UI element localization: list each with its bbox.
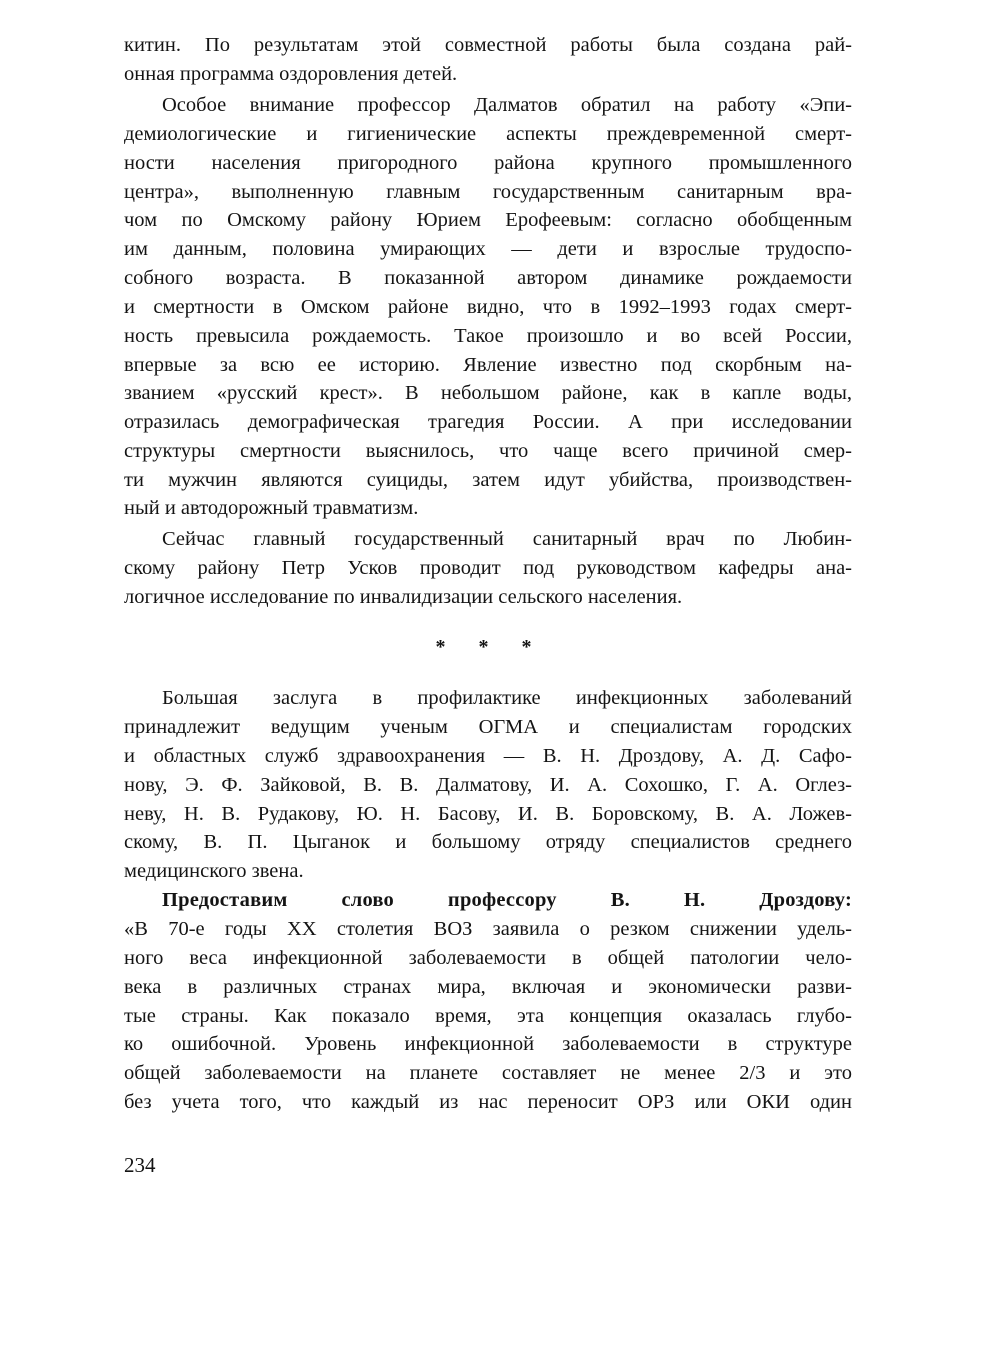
- text-line: Особое внимание профессор Далматов обратил на работу «Эпи-: [162, 94, 852, 116]
- bold-lead-in: Предоставим слово профессору В. Н. Дроздову:: [162, 889, 852, 911]
- text-line: общей заболеваемости на планете составляет не менее 2/3 и это: [124, 1062, 852, 1084]
- text-line: ти мужчин являются суициды, затем идут убийства, производствен-: [124, 469, 852, 491]
- text-line: ко ошибочной. Уровень инфекционной заболеваемости в структуре: [124, 1033, 852, 1055]
- text-line: нову, Э. Ф. Зайковой, В. В. Далматову, И. А. Сохошко, Г. А. Оглез-: [124, 774, 852, 796]
- text-line: отразилась демографическая трагедия России. А при исследовании: [124, 411, 852, 433]
- text-line: логичное исследование по инвалидизации сельского населения.: [124, 586, 683, 608]
- text-line: ности населения пригородного района крупного промышленного: [124, 152, 852, 174]
- text-line: впервые за всю ее историю. Явление известно под скорбным на-: [124, 354, 852, 376]
- text-line: ность превысила рождаемость. Такое произошло и во всей России,: [124, 325, 852, 347]
- text-line: званием «русский крест». В небольшом районе, как в капле воды,: [124, 382, 852, 404]
- text-line: им данным, половина умирающих — дети и взрослые трудоспо-: [124, 238, 852, 260]
- text-line: демиологические и гигиенические аспекты преждевременной смерт-: [124, 123, 852, 145]
- text-line: чом по Омскому району Юрием Ерофеевым: согласно обобщенным: [124, 209, 852, 231]
- text-line: неву, Н. В. Рудакову, Ю. Н. Басову, И. В. Боровскому, В. А. Ложев-: [124, 803, 852, 825]
- text-line: скому району Петр Усков проводит под руководством кафедры ана-: [124, 557, 852, 579]
- text-line: и областных служб здравоохранения — В. Н. Дроздову, А. Д. Сафо-: [124, 745, 852, 767]
- text-line: «В 70-е годы XX столетия ВОЗ заявила о резком снижении удель-: [124, 918, 852, 940]
- page-number: 234: [124, 1153, 156, 1177]
- text-line: структуры смертности выяснилось, что чаще всего причиной смер-: [124, 440, 852, 462]
- text-line: скому, В. П. Цыганок и большому отряду специалистов среднего: [124, 831, 852, 853]
- text-line: принадлежит ведущим ученым ОГМА и специалистам городских: [124, 716, 852, 738]
- text-line: и смертности в Омском районе видно, что в 1992–1993 годах смерт-: [124, 296, 852, 318]
- text-line: онная программа оздоровления детей.: [124, 63, 458, 85]
- text-line: собного возраста. В показанной автором динамике рождаемости: [124, 267, 852, 289]
- text-line: медицинского звена.: [124, 860, 304, 882]
- text-line: Большая заслуга в профилактике инфекционных заболеваний: [162, 687, 852, 709]
- text-line: века в различных странах мира, включая и экономически разви-: [124, 976, 852, 998]
- text-line: китин. По результатам этой совместной работы была создана рай-: [124, 34, 852, 56]
- text-line: ный и автодорожный травматизм.: [124, 497, 419, 519]
- text-line: центра», выполненную главным государственным санитарным вра-: [124, 181, 852, 203]
- text-line: Сейчас главный государственный санитарный врач по Любин-: [162, 528, 852, 550]
- text-line: без учета того, что каждый из нас переносит ОРЗ или ОКИ один: [124, 1091, 852, 1113]
- text-line: ного веса инфекционной заболеваемости в общей патологии чело-: [124, 947, 852, 969]
- section-separator: * * *: [435, 636, 546, 658]
- text-line: тые страны. Как показало время, эта концепция оказалась глубо-: [124, 1005, 852, 1027]
